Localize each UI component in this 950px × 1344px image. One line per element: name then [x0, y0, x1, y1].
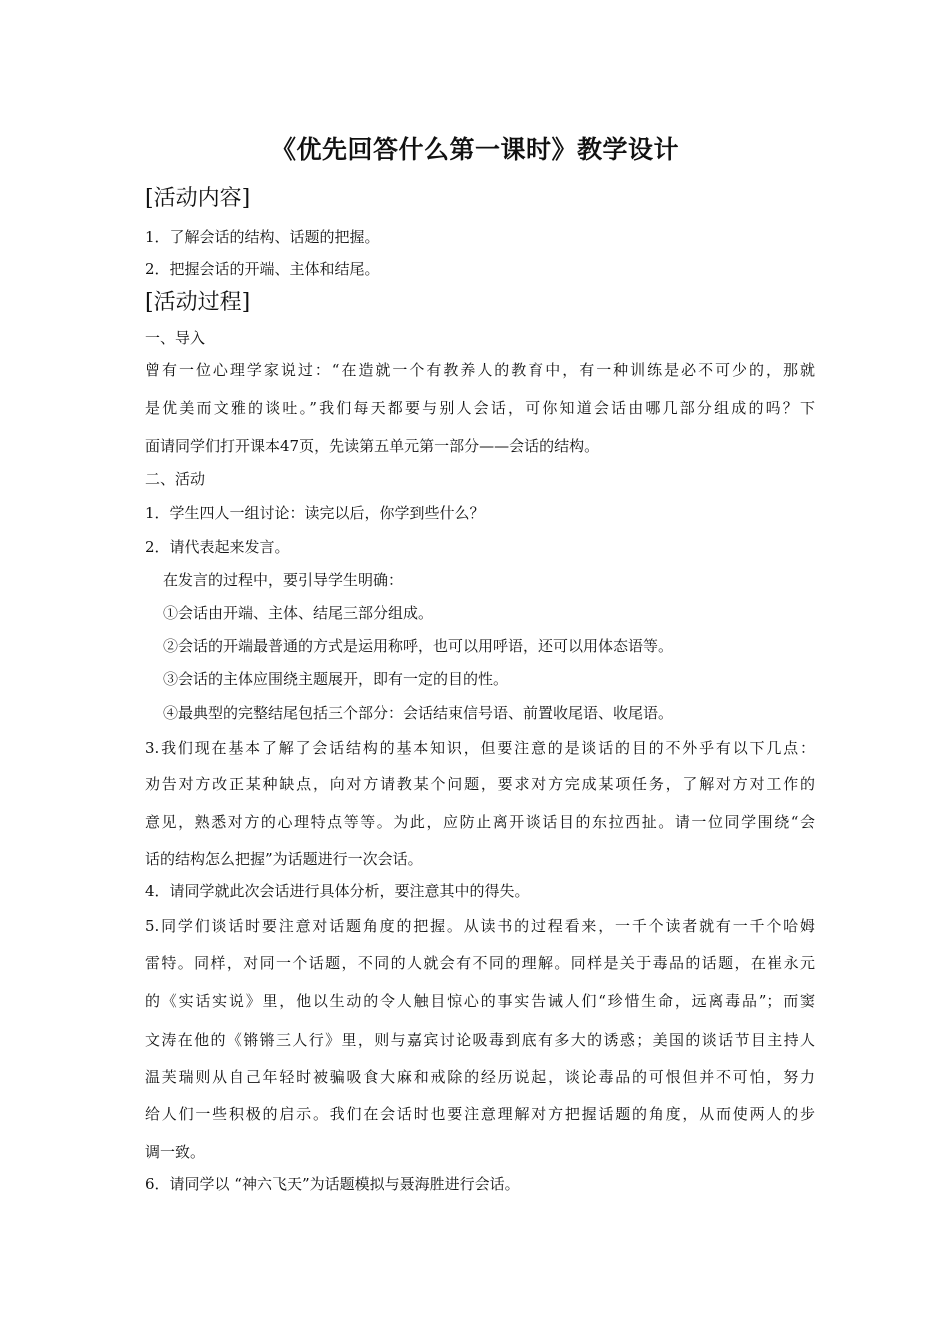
activity5-line: 的《实话实说》里，他以生动的令人触目惊心的事实告诫人们“珍惜生命，远离毒品”；而窦 — [145, 992, 815, 1010]
activity-item: 6．请同学以 “神六飞天”为话题模拟与聂海胜进行会话。 — [145, 1175, 520, 1193]
content-item: 1．了解会话的结构、话题的把握。 — [145, 228, 380, 246]
activity-point: ②会话的开端最普通的方式是运用称呼，也可以用呼语，还可以用体态语等。 — [163, 637, 674, 655]
activity5-line: 文涛在他的《锵锵三人行》里，则与嘉宾讨论吸毒到底有多大的诱惑；美国的谈话节目主持人 — [145, 1031, 815, 1049]
section-heading-process: [活动过程] — [145, 290, 251, 315]
activity-subtext: 在发言的过程中，要引导学生明确： — [163, 571, 404, 589]
activity5-line: 给人们一些积极的启示。我们在会话时也要注意理解对方把握话题的角度，从而使两人的步 — [145, 1105, 815, 1123]
activity-item: 1．学生四人一组讨论：读完以后，你学到些什么？ — [145, 504, 485, 522]
intro-paragraph-line: 是优美而文雅的谈吐。”我们每天都要与别人会话，可你知道会话由哪几部分组成的吗？下 — [145, 399, 815, 417]
document-title: 《优先回答什么第一课时》教学设计 — [270, 135, 679, 164]
activity5-line: 温芙瑞则从自己年轻时被骗吸食大麻和戒除的经历说起，谈论毒品的可恨但并不可怕，努力 — [145, 1068, 815, 1086]
activity3-line: 劝告对方改正某种缺点，向对方请教某个问题，要求对方完成某项任务，了解对方对工作的 — [145, 775, 815, 793]
activity3-line: 意见，熟悉对方的心理特点等等。为此，应防止离开谈话目的东拉西扯。请一位同学围绕“会 — [145, 813, 815, 831]
activity3-line: 话的结构怎么把握”为话题进行一次会话。 — [145, 850, 423, 868]
content-item: 2．把握会话的开端、主体和结尾。 — [145, 260, 380, 278]
activity-point: ④最典型的完整结尾包括三个部分：会话结束信号语、前置收尾语、收尾语。 — [163, 704, 674, 722]
intro-paragraph-line: 曾有一位心理学家说过：“在造就一个有教养人的教育中，有一种训练是必不可少的，那就 — [145, 361, 815, 379]
activity3-line: 3.我们现在基本了解了会话结构的基本知识，但要注意的是谈话的目的不外乎有以下几点： — [145, 739, 815, 757]
activity5-line: 调一致。 — [145, 1143, 206, 1161]
activity5-line: 5.同学们谈话时要注意对话题角度的把握。从读书的过程看来，一千个读者就有一千个哈姆 — [145, 917, 815, 935]
activity-point: ①会话由开端、主体、结尾三部分组成。 — [163, 604, 434, 622]
part-heading-activity: 二、活动 — [145, 470, 206, 488]
activity-item: 4．请同学就此次会话进行具体分析，要注意其中的得失。 — [145, 882, 530, 900]
section-heading-content: [活动内容] — [145, 186, 251, 211]
part-heading-intro: 一、导入 — [145, 329, 206, 347]
activity-point: ③会话的主体应围绕主题展开，即有一定的目的性。 — [163, 670, 509, 688]
activity5-line: 雷特。同样，对同一个话题，不同的人就会有不同的理解。同样是关于毒品的话题，在崔永元 — [145, 954, 815, 972]
intro-paragraph-line: 面请同学们打开课本47页，先读第五单元第一部分——会话的结构。 — [145, 437, 600, 455]
activity-item: 2．请代表起来发言。 — [145, 538, 290, 556]
